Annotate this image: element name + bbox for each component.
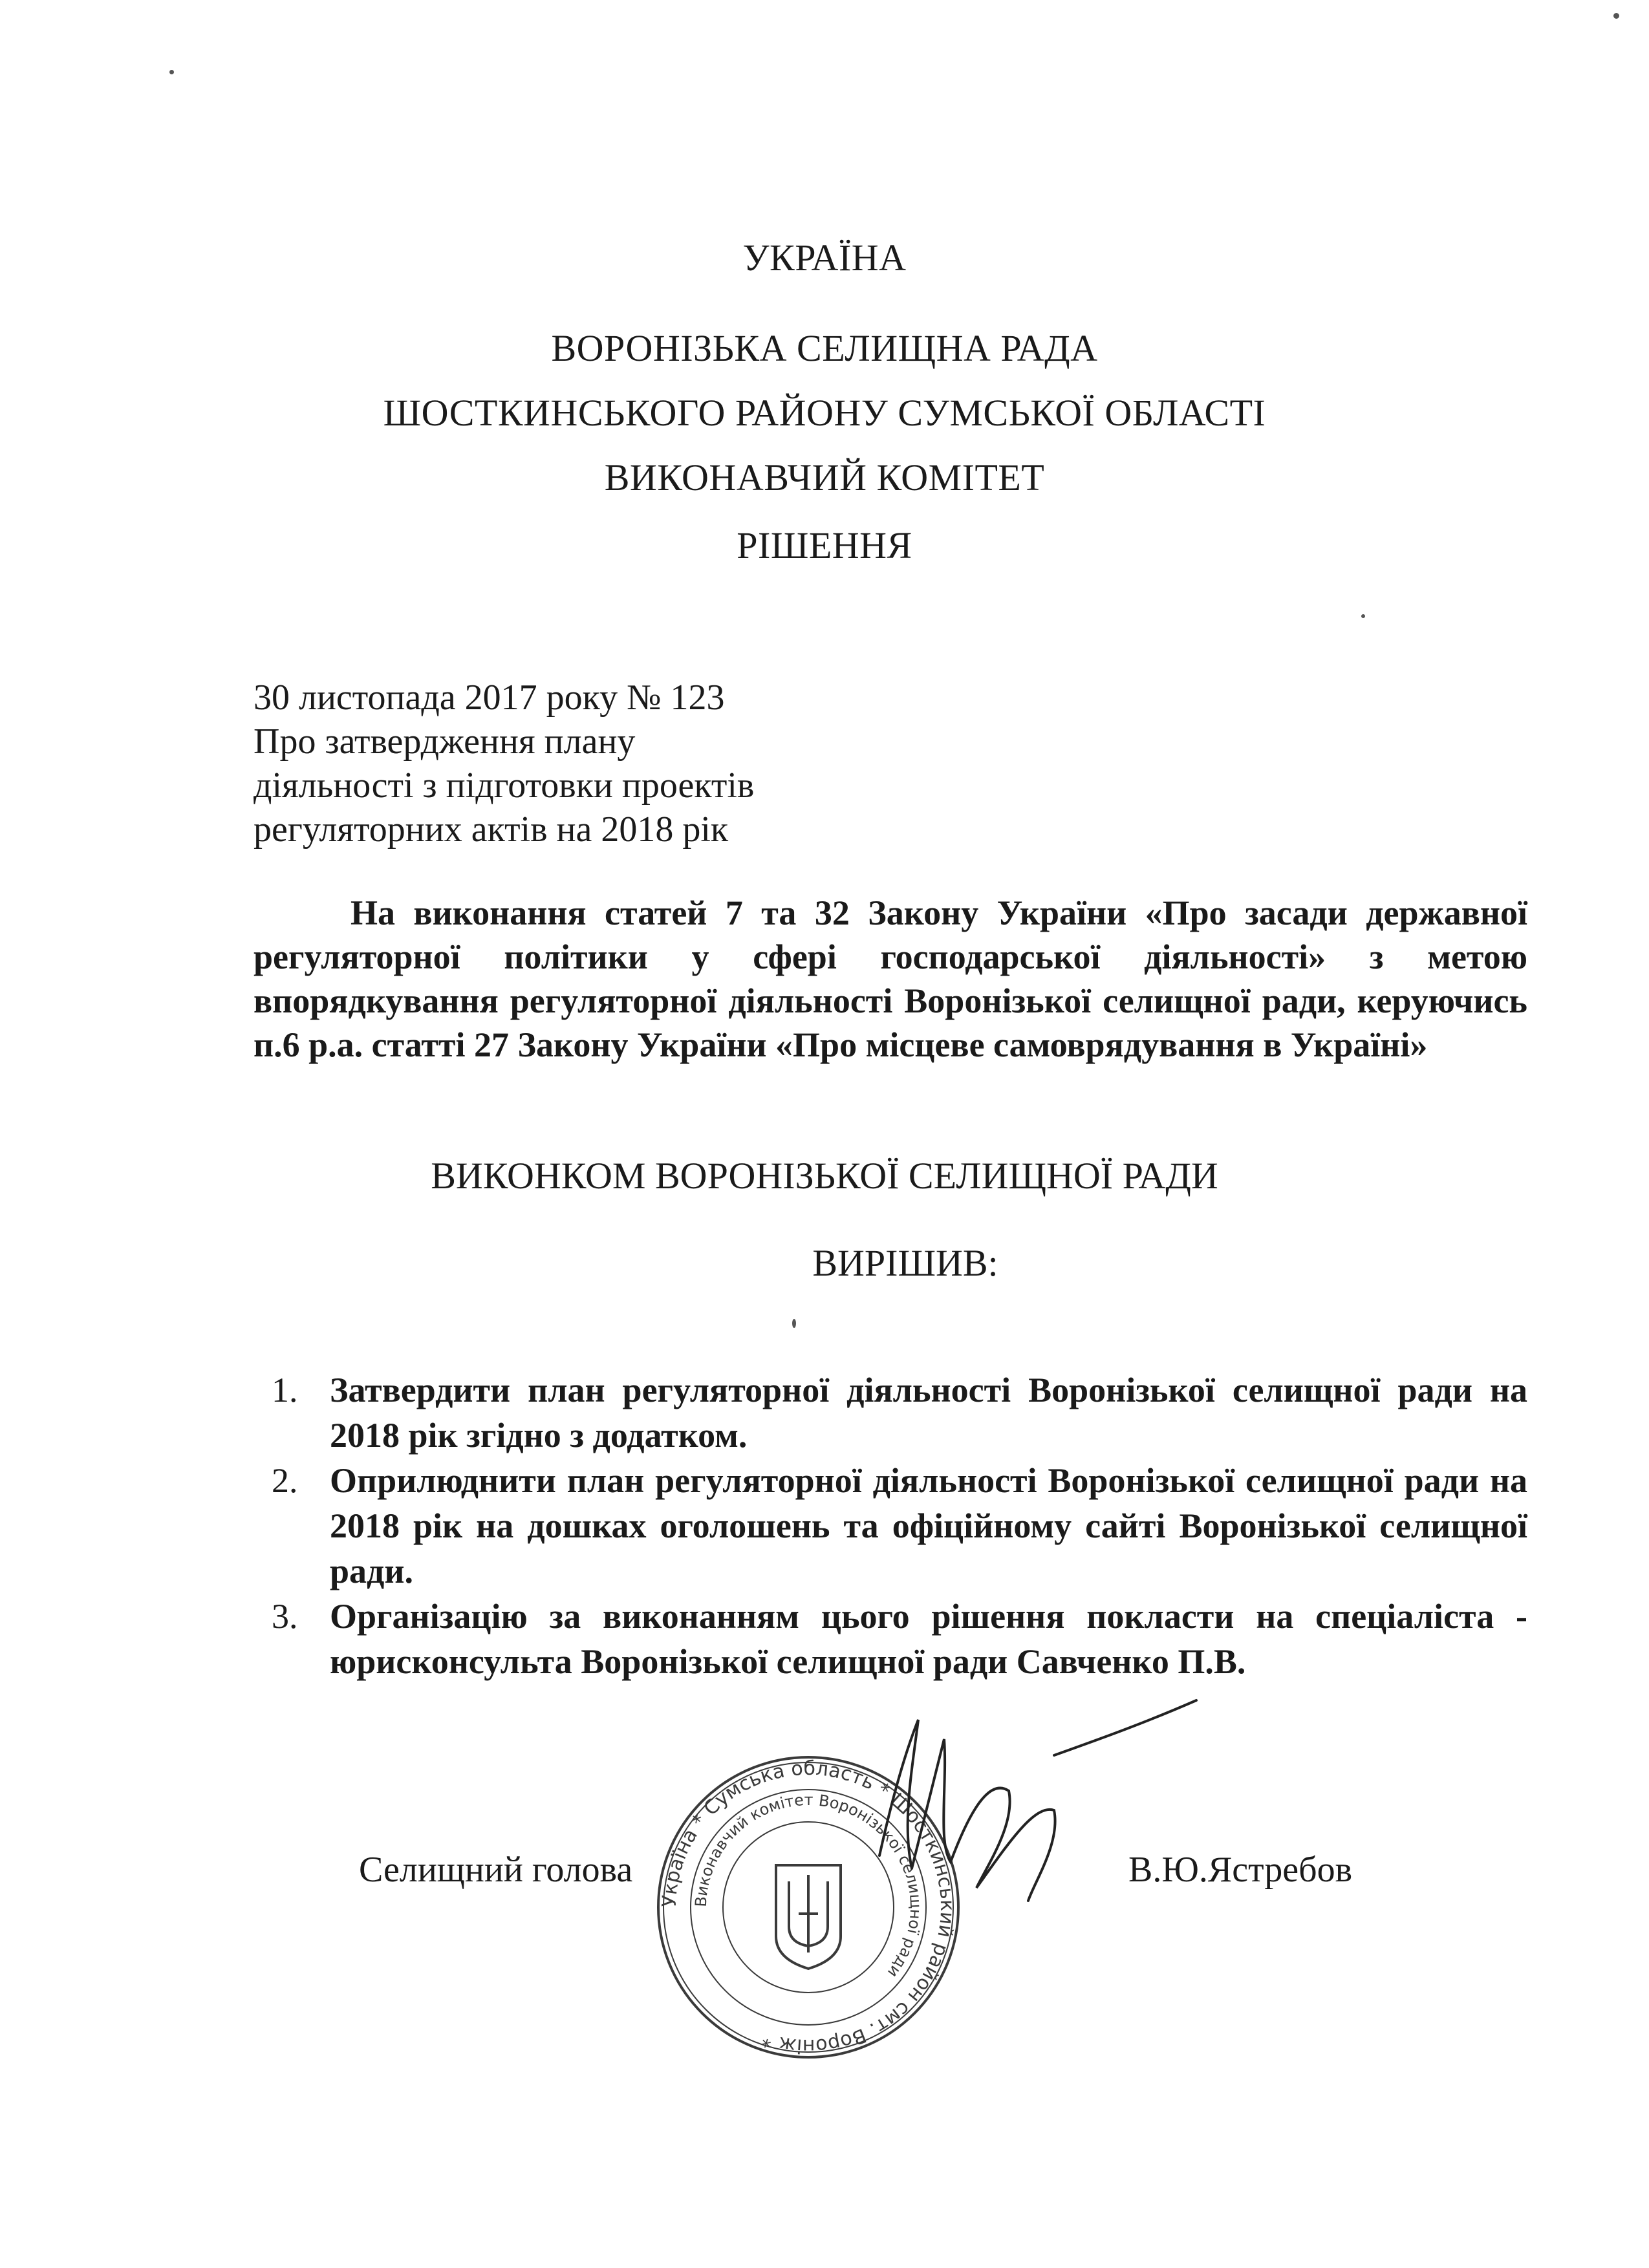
signatory-title: Селищний голова [359,1850,633,1890]
date-number: 30 листопада 2017 року № 123 [253,678,725,718]
document-type: РІШЕННЯ [737,524,912,566]
document-meta [253,676,754,851]
item-text: Затвердити план регуляторної діяльності Воронізької селищної ради на 2018 рік згідно з додатком. [330,1371,1527,1455]
signatory-name: В.Ю.Ястребов [1128,1850,1353,1890]
item-text: Оприлюднити план регуляторної діяльності Воронізької селищної ради на 2018 рік на дошках оголошень та офіційному сайті Воронізької селищної ради. [330,1461,1527,1590]
council-title: ВОРОНІЗЬКА СЕЛИЩНА РАДА [551,327,1098,369]
resolved-heading: ВИРІШИВ: [812,1242,998,1284]
item-text: Організацію за виконанням цього рішення покласти на спеціаліста - юрисконсульта Воронізької селищної ради Савченко П.В. [330,1597,1527,1681]
body-heading: ВИКОНКОМ ВОРОНІЗЬКОЇ СЕЛИЩНОЇ РАДИ [431,1155,1218,1197]
district-title: ШОСТКИНСЬКОГО РАЙОНУ СУМСЬКОЇ ОБЛАСТІ [383,392,1266,434]
decision-list [272,1367,1527,1684]
committee-title: ВИКОНАВЧИЙ КОМІТЕТ [604,456,1045,498]
preamble: На виконання статей 7 та 32 Закону України «Про засади державної регуляторної політики у сфері господарської діяльності» з метою впорядкування регуляторної діяльності Воронізької селищної ради, керуючись п.6 р.а. статті 27 Закону України «Про місцеве самоврядування в Україні» [253,893,1527,1064]
item-number: 1. [272,1371,298,1409]
scan-speck [169,70,174,74]
decision-item [272,1594,1527,1684]
item-number: 2. [272,1461,298,1500]
decision-item [272,1458,1527,1594]
stamp-inner-text: Виконавчий комітет Воронізької селищної ради [691,1790,925,1982]
stamp-outer-text: Україна * Сумська область * Шосткинський район смт. Вороніж * [658,1757,959,2058]
item-number: 3. [272,1597,298,1636]
trident-emblem-icon [776,1865,841,1969]
scan-speck [1361,614,1365,618]
subject-line: регуляторних актів на 2018 рік [253,809,729,850]
scan-speck [1613,13,1619,19]
subject-line: Про затвердження плану [253,722,636,762]
country-title: УКРАЇНА [742,237,907,279]
scan-speck [792,1319,796,1328]
subject-line: діяльності з підготовки проектів [253,765,755,806]
decision-item [272,1367,1527,1458]
